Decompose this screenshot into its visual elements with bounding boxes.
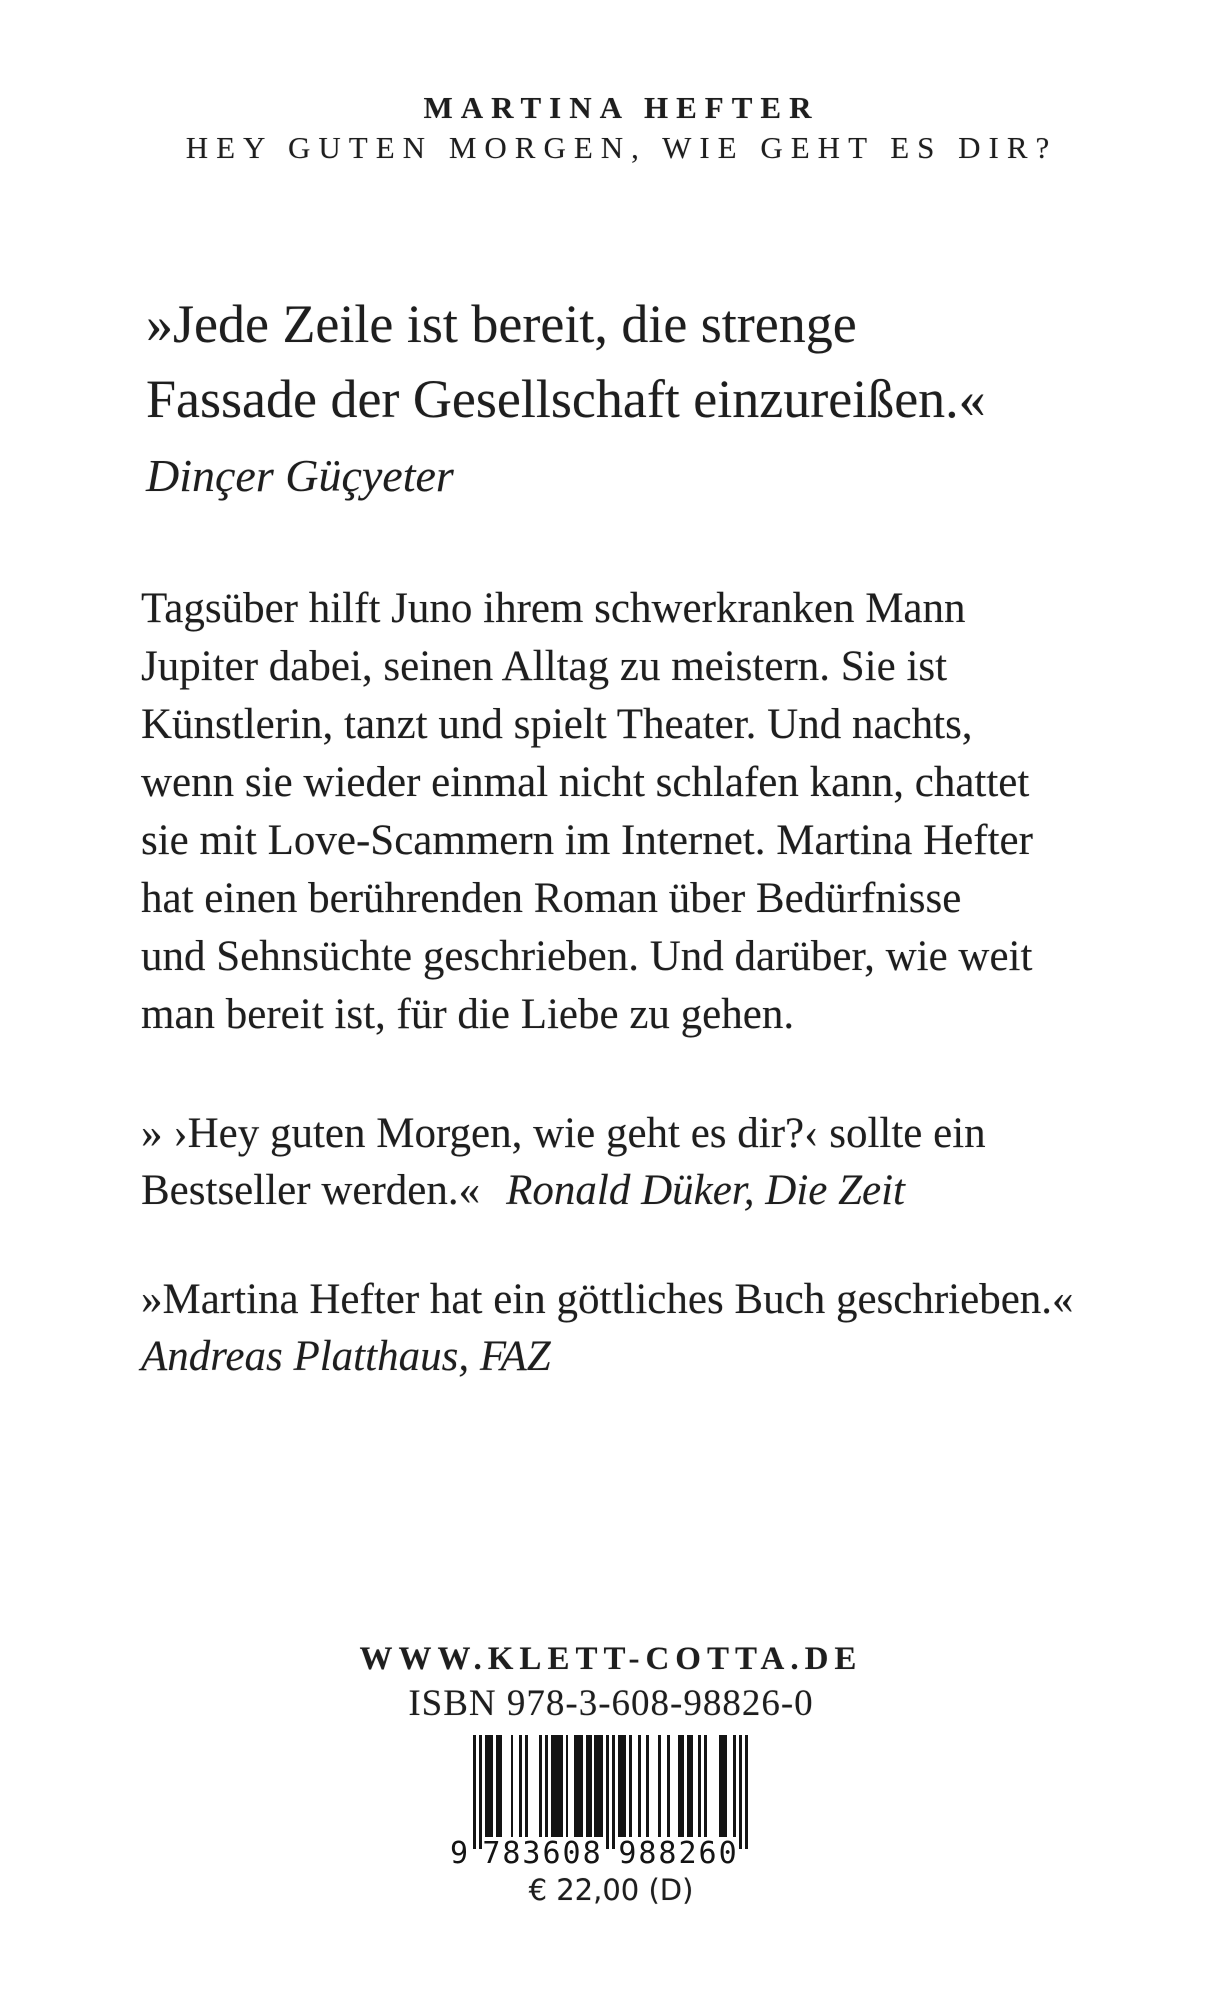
synopsis-line: sie mit Love-Scammern im Internet. Martina Hefter xyxy=(141,817,1033,864)
lead-quote-line1: »Jede Zeile ist bereit, die strenge xyxy=(146,294,857,354)
lead-quote-attribution: Dinçer Güçyeter xyxy=(146,450,454,501)
lead-quote xyxy=(146,287,986,437)
synopsis-line: Künstlerin, tanzt und spielt Theater. Und nachts, xyxy=(141,701,973,748)
barcode-digits-right: 988260 xyxy=(618,1836,739,1871)
barcode-digit-lead: 9 xyxy=(450,1836,469,1871)
isbn-number: ISBN 978-3-608-98826-0 xyxy=(408,1683,814,1724)
cover-header xyxy=(12,88,1219,168)
press-quote-die-zeit xyxy=(141,1105,986,1219)
press-quote-line2 xyxy=(141,1162,986,1219)
synopsis-line: hat einen berührenden Roman über Bedürfnisse xyxy=(141,875,962,922)
press-quote-faz xyxy=(141,1271,1074,1385)
price-label: € 22,00 (D) xyxy=(528,1873,694,1907)
synopsis-line: und Sehnsüchte geschrieben. Und darüber, wie weit xyxy=(141,933,1033,980)
press-quote-attribution: Ronald Düker, Die Zeit xyxy=(506,1167,905,1214)
synopsis-line: man bereit ist, für die Liebe zu gehen. xyxy=(141,991,795,1038)
author-name: MARTINA HEFTER xyxy=(423,90,820,125)
press-quote-line1: »Martina Hefter hat ein göttliches Buch geschrieben.« xyxy=(141,1276,1074,1323)
synopsis-line: Jupiter dabei, seinen Alltag zu meistern. Sie ist xyxy=(141,643,948,690)
book-title: HEY GUTEN MORGEN, WIE GEHT ES DIR? xyxy=(185,130,1058,165)
lead-quote-line2: Fassade der Gesellschaft einzureißen.« xyxy=(146,369,986,429)
press-quote-line1: » ›Hey guten Morgen, wie geht es dir?‹ sollte ein xyxy=(141,1110,986,1157)
synopsis-line: Tagsüber hilft Juno ihrem schwerkranken Mann xyxy=(141,585,966,632)
synopsis-paragraph xyxy=(141,580,1033,1044)
ean-barcode xyxy=(450,1735,770,1870)
press-quote-text: Bestseller werden.« xyxy=(141,1167,481,1214)
synopsis-line: wenn sie wieder einmal nicht schlafen kann, chattet xyxy=(141,759,1030,806)
ean-barcode-bars xyxy=(473,1735,748,1849)
publisher-website: WWW.KLETT-COTTA.DE xyxy=(359,1641,863,1677)
press-quote-attribution: Andreas Platthaus, FAZ xyxy=(141,1333,551,1380)
barcode-digits-left: 783608 xyxy=(482,1836,603,1871)
